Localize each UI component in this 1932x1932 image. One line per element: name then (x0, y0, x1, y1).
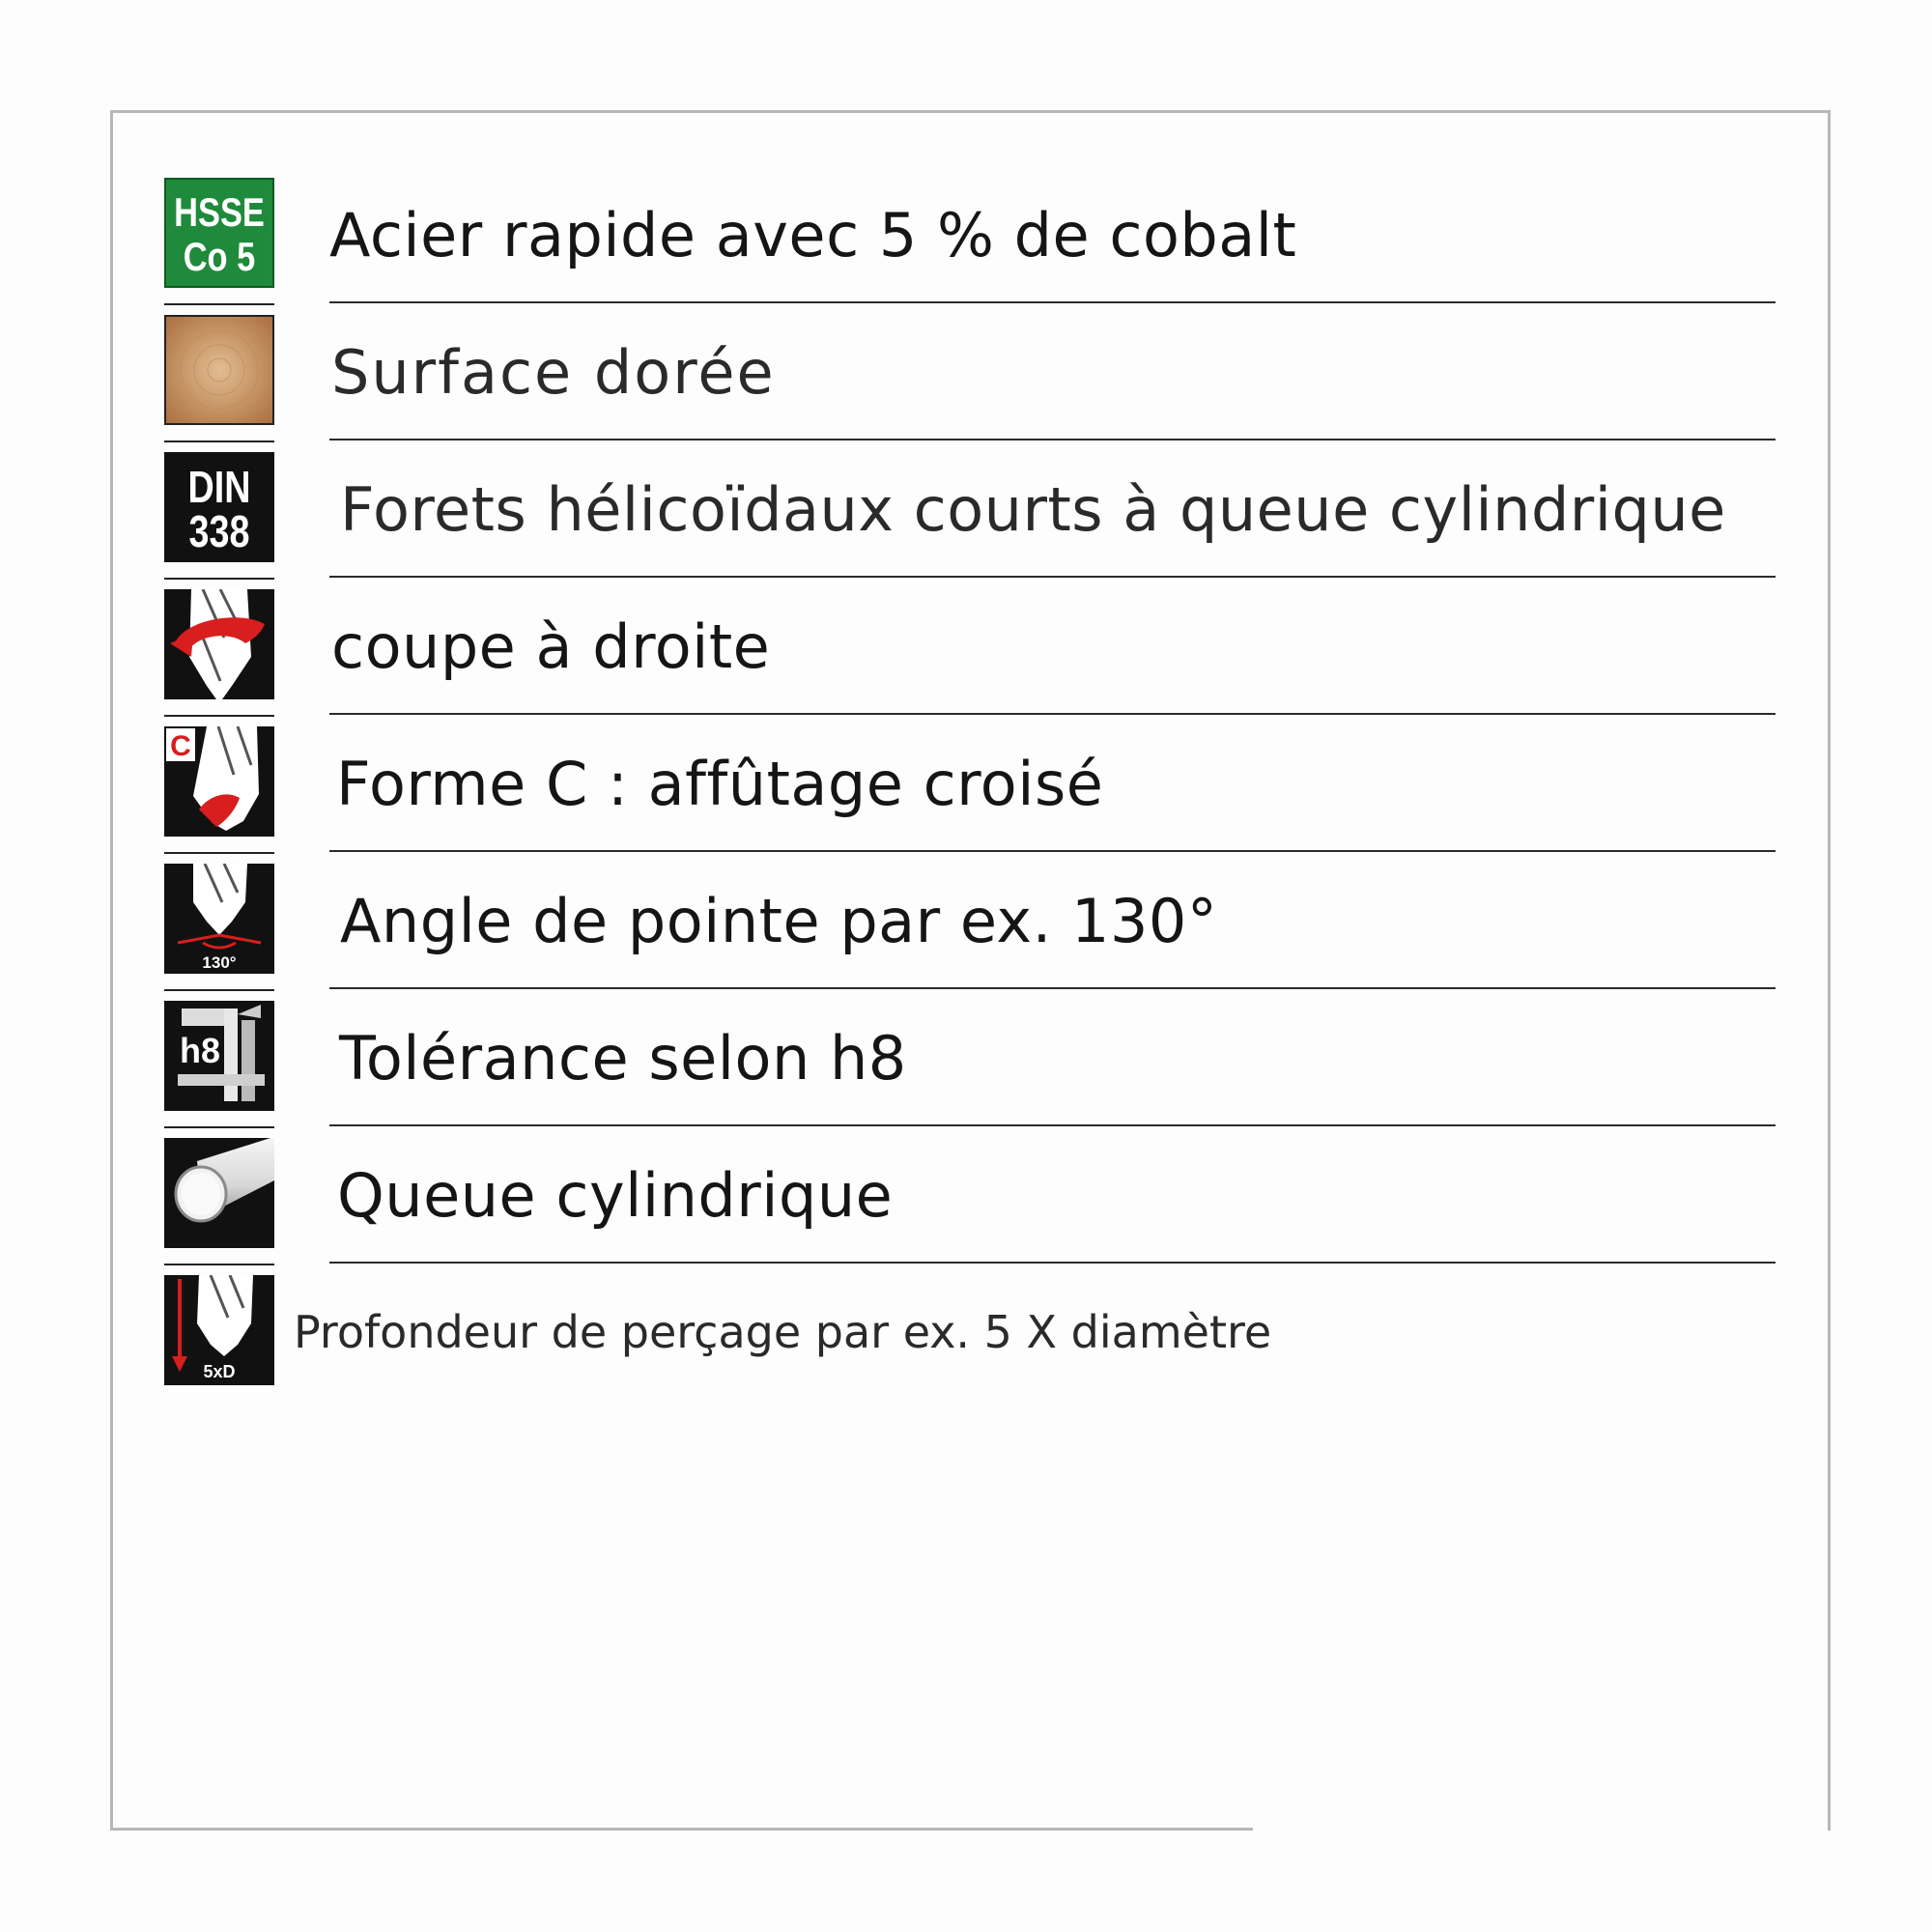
feature-row-cut-direction (0, 578, 1932, 715)
point-angle-icon (164, 864, 274, 974)
feature-text-point-angle: Angle de pointe par ex. 130° (340, 885, 1218, 956)
icon-separator (164, 852, 274, 854)
badge-text-130: 130° (202, 953, 237, 972)
badge-text-co5: Co 5 (183, 234, 256, 280)
frame-border-bottom (110, 1828, 1253, 1831)
badge-text-c: C (170, 730, 191, 762)
feature-text-drilling-depth: Profondeur de perçage par ex. 5 X diamètre (294, 1306, 1272, 1358)
feature-row-drilling-depth (0, 1264, 1932, 1401)
feature-text-material: Acier rapide avec 5 % de cobalt (329, 199, 1297, 270)
hsse-co5-badge-icon (164, 178, 274, 288)
badge-text-h8: h8 (179, 1031, 221, 1070)
feature-row-shank (0, 1126, 1932, 1264)
badge-text-hsse: HSSE (174, 189, 265, 236)
feature-row-point-form (0, 715, 1932, 852)
frame-border-top (110, 110, 1831, 113)
feature-row-surface (0, 303, 1932, 440)
icon-separator (164, 303, 274, 305)
din-338-badge-icon (164, 452, 274, 562)
icon-separator (164, 989, 274, 991)
feature-text-point-form: Forme C : affûtage croisé (336, 748, 1104, 819)
feature-text-tolerance: Tolérance selon h8 (339, 1022, 907, 1094)
cylindrical-shank-icon (164, 1138, 274, 1248)
drilling-depth-icon (164, 1275, 274, 1385)
icon-separator (164, 1126, 274, 1128)
feature-row-tolerance (0, 989, 1932, 1126)
right-hand-cut-icon (164, 589, 274, 699)
icon-separator (164, 1264, 274, 1265)
feature-row-point-angle (0, 852, 1932, 989)
icon-separator (164, 715, 274, 717)
feature-row-standard (0, 440, 1932, 578)
tolerance-h8-caliper-icon (164, 1001, 274, 1111)
feature-text-shank: Queue cylindrique (337, 1159, 894, 1231)
badge-text-5xd: 5xD (203, 1362, 236, 1381)
feature-text-cut-direction: coupe à droite (331, 611, 771, 682)
badge-text-din: DIN (187, 462, 251, 512)
icon-separator (164, 578, 274, 580)
golden-surface-icon (164, 315, 274, 425)
badge-text-338: 338 (188, 506, 250, 556)
feature-row-material (0, 166, 1932, 303)
icon-separator (164, 440, 274, 442)
feature-text-standard: Forets hélicoïdaux courts à queue cylindrique (340, 473, 1726, 545)
form-c-split-point-icon (164, 726, 274, 837)
feature-text-surface: Surface dorée (331, 336, 776, 408)
